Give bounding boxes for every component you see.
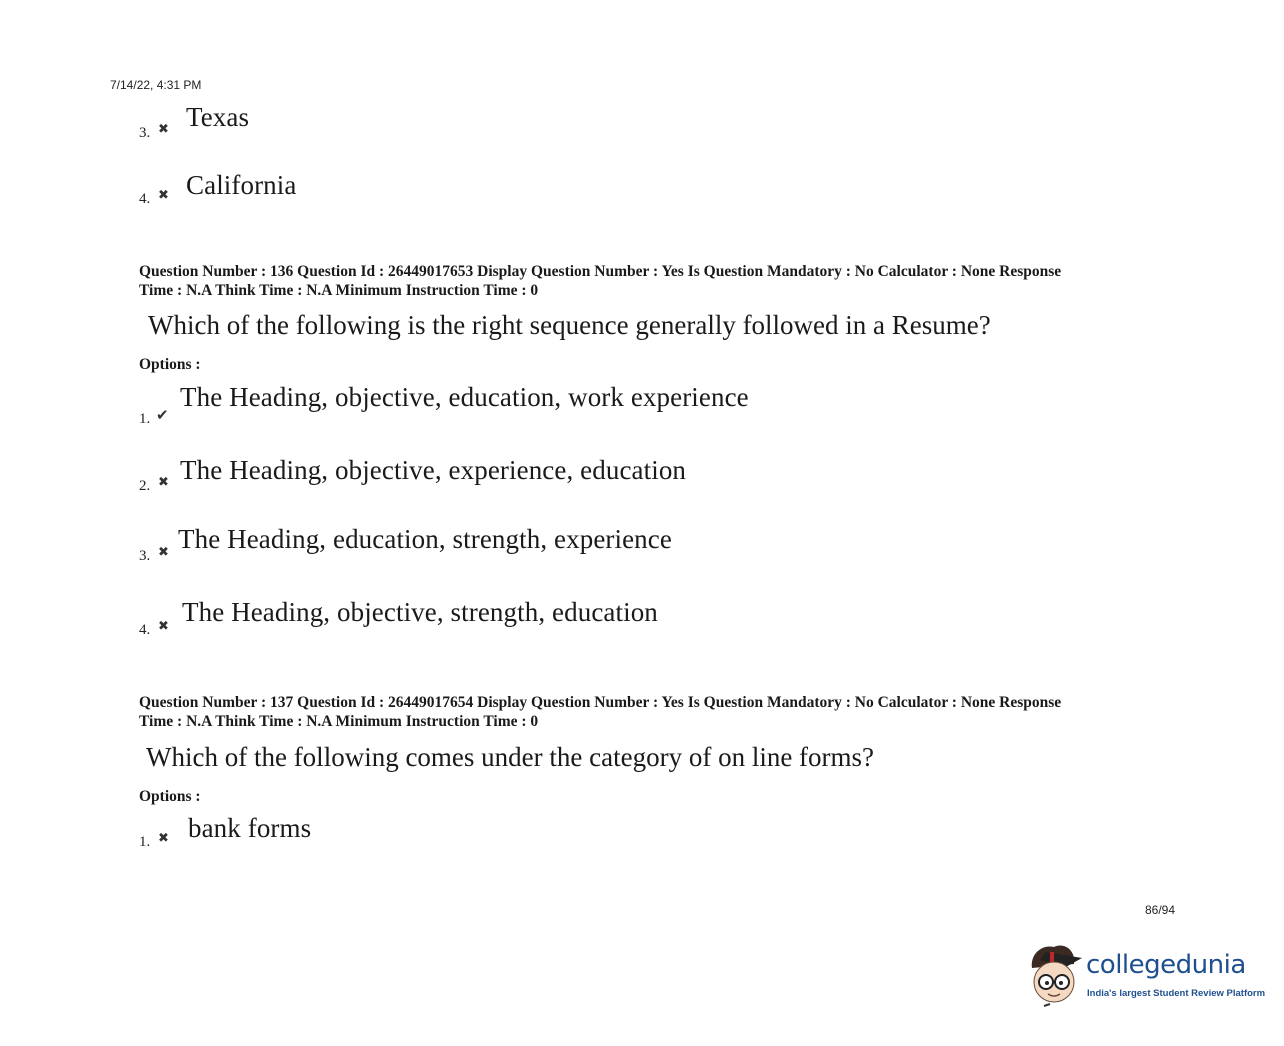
option-number: 4. bbox=[139, 622, 151, 638]
cross-icon: ✖ bbox=[158, 188, 169, 203]
options-label: Options : bbox=[139, 356, 201, 373]
option-number: 4. bbox=[139, 191, 151, 207]
question-text: Which of the following is the right sequence generally followed in a Resume? bbox=[148, 310, 991, 340]
option-text: The Heading, objective, experience, education bbox=[180, 455, 687, 485]
cross-icon: ✖ bbox=[158, 122, 169, 137]
option-number: 1. bbox=[139, 834, 151, 850]
cross-icon: ✖ bbox=[158, 475, 169, 490]
checkmark-icon: ✔ bbox=[156, 406, 169, 424]
option-text: bank forms bbox=[188, 813, 312, 843]
logo-wordmark: collegedunia bbox=[1086, 950, 1246, 980]
option-number: 3. bbox=[139, 125, 151, 141]
option-text: The Heading, education, strength, experience bbox=[178, 524, 672, 554]
option-text: The Heading, objective, education, work experience bbox=[180, 382, 749, 412]
print-timestamp: 7/14/22, 4:31 PM bbox=[110, 78, 202, 92]
question-meta-line2: Time : N.A Think Time : N.A Minimum Instruction Time : 0 bbox=[139, 282, 539, 299]
question-meta-line2: Time : N.A Think Time : N.A Minimum Instruction Time : 0 bbox=[139, 713, 539, 730]
page-number: 86/94 bbox=[1145, 903, 1176, 917]
question-meta-line1: Question Number : 136 Question Id : 26449017653 Display Question Number : Yes Is Question Mandatory : No Calculator : None Response bbox=[139, 263, 1062, 280]
cross-icon: ✖ bbox=[158, 831, 169, 846]
option-text: California bbox=[186, 170, 297, 200]
cross-icon: ✖ bbox=[158, 619, 169, 634]
logo-tagline: India's largest Student Review Platform bbox=[1087, 988, 1266, 999]
question-meta bbox=[139, 262, 1149, 300]
question-meta bbox=[139, 693, 1149, 731]
option-text: The Heading, objective, strength, education bbox=[182, 597, 658, 627]
cross-icon: ✖ bbox=[158, 545, 169, 560]
question-text: Which of the following comes under the category of on line forms? bbox=[146, 742, 875, 772]
option-number: 1. bbox=[139, 411, 151, 427]
option-number: 3. bbox=[139, 548, 151, 564]
option-number: 2. bbox=[139, 478, 151, 494]
question-meta-line1: Question Number : 137 Question Id : 26449017654 Display Question Number : Yes Is Question Mandatory : No Calculator : None Response bbox=[139, 694, 1062, 711]
options-label: Options : bbox=[139, 788, 201, 805]
collegedunia-mascot-icon bbox=[1024, 938, 1086, 1008]
option-text: Texas bbox=[186, 102, 250, 132]
